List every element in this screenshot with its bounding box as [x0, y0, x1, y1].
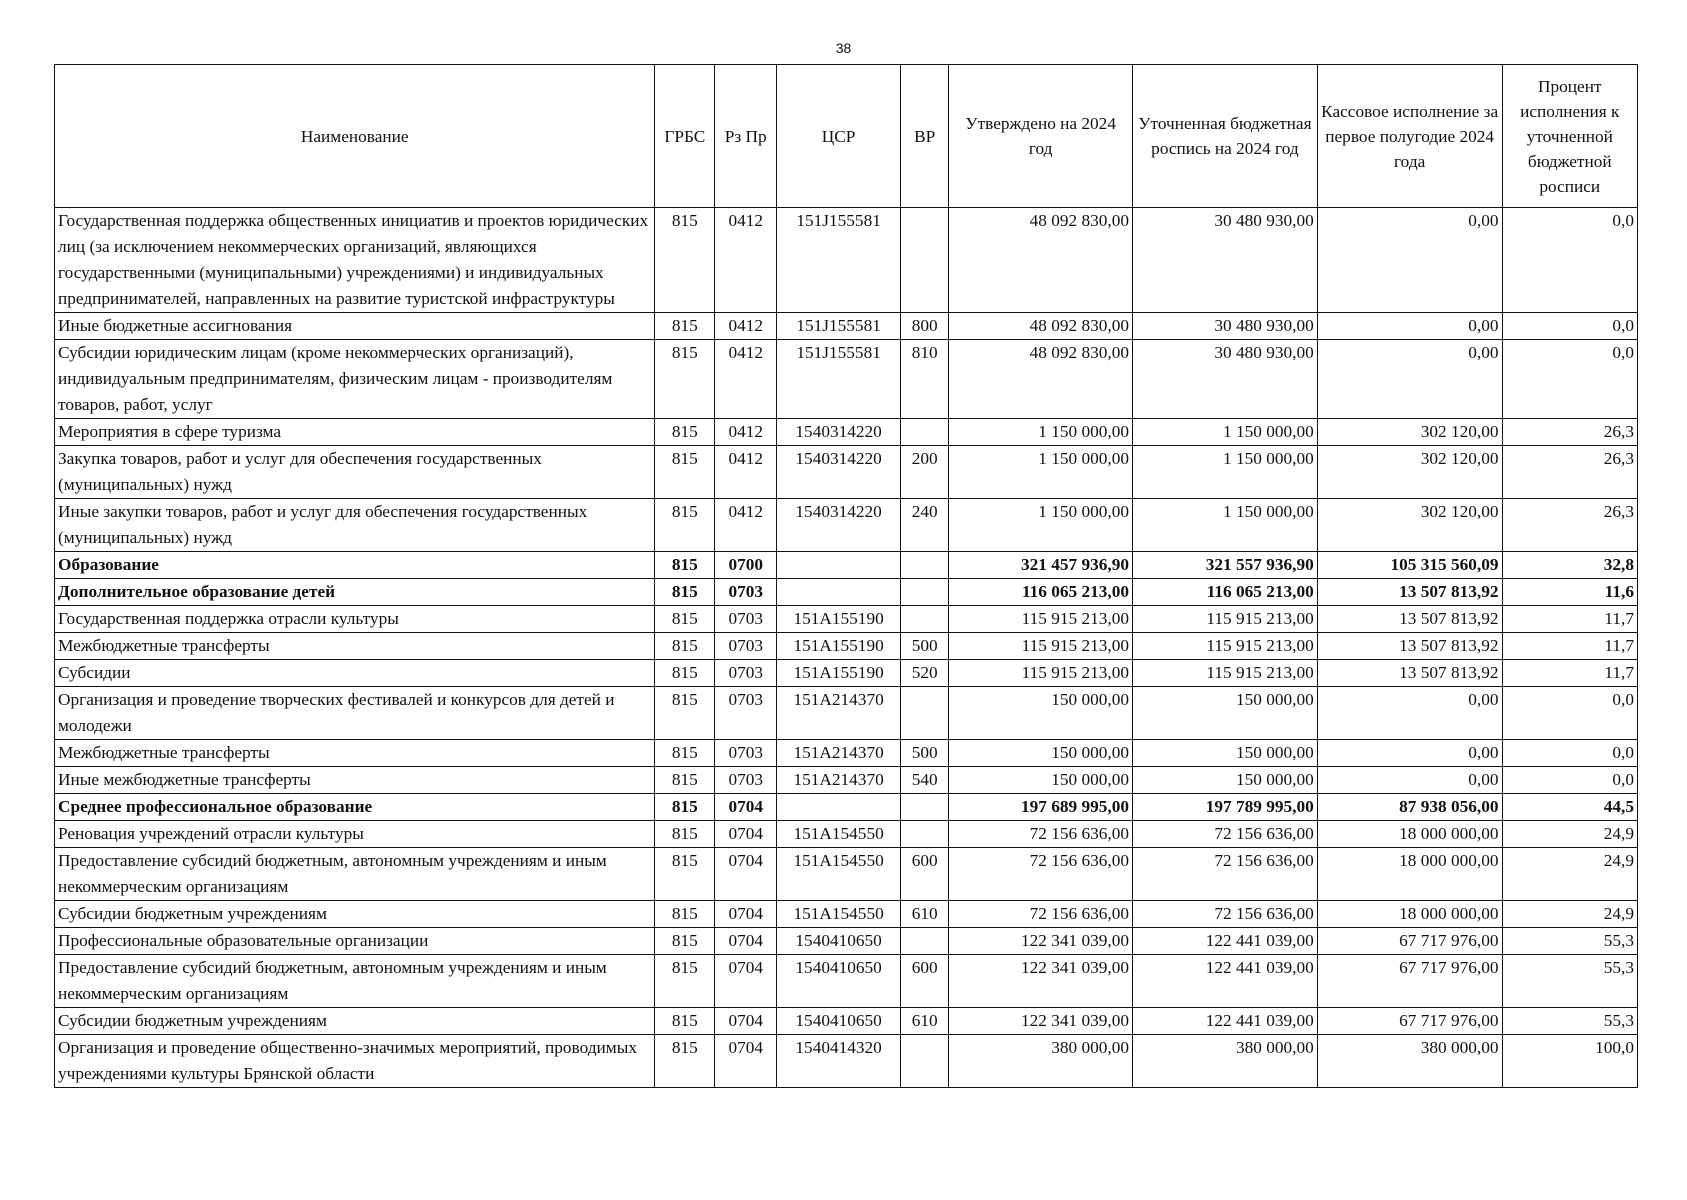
cell-cash: 13 507 813,92 [1317, 579, 1502, 606]
table-row [55, 687, 1638, 740]
cell-vr: 600 [901, 955, 949, 1008]
header-approved: Утверждено на 2024 год [949, 65, 1133, 208]
table-row [55, 955, 1638, 1008]
cell-vr [901, 419, 949, 446]
cell-rzpr: 0703 [715, 767, 777, 794]
cell-csr: 151J155581 [777, 208, 901, 313]
cell-rzpr: 0704 [715, 901, 777, 928]
cell-csr: 151A155190 [777, 633, 901, 660]
budget-table [54, 64, 1638, 1088]
cell-cash: 105 315 560,09 [1317, 552, 1502, 579]
header-csr: ЦСР [777, 65, 901, 208]
cell-csr: 151A214370 [777, 687, 901, 740]
cell-vr: 610 [901, 901, 949, 928]
cell-cash: 18 000 000,00 [1317, 821, 1502, 848]
cell-name: Реновация учреждений отрасли культуры [55, 821, 655, 848]
cell-rzpr: 0703 [715, 660, 777, 687]
cell-refined: 1 150 000,00 [1133, 499, 1318, 552]
cell-rzpr: 0703 [715, 740, 777, 767]
cell-csr [777, 579, 901, 606]
cell-name: Государственная поддержка общественных инициатив и проектов юридических лиц (за исключением некоммерческих организаций, являющихся государственными (муниципальными) учреждениями) и индивидуальных предпринимателей, направленных на развитие туристской инфраструктуры [55, 208, 655, 313]
cell-cash: 0,00 [1317, 687, 1502, 740]
cell-refined: 150 000,00 [1133, 687, 1318, 740]
cell-approved: 72 156 636,00 [949, 848, 1133, 901]
cell-percent: 55,3 [1502, 928, 1637, 955]
cell-name: Субсидии бюджетным учреждениям [55, 901, 655, 928]
cell-refined: 197 789 995,00 [1133, 794, 1318, 821]
cell-name: Субсидии юридическим лицам (кроме некоммерческих организаций), индивидуальным предпринимателям, физическим лицам - производителям товаров, работ, услуг [55, 340, 655, 419]
cell-name: Среднее профессиональное образование [55, 794, 655, 821]
cell-cash: 67 717 976,00 [1317, 955, 1502, 1008]
cell-csr: 1540414320 [777, 1035, 901, 1088]
cell-percent: 0,0 [1502, 687, 1637, 740]
cell-cash: 67 717 976,00 [1317, 928, 1502, 955]
cell-csr: 1540314220 [777, 499, 901, 552]
cell-refined: 380 000,00 [1133, 1035, 1318, 1088]
page-number: 38 [835, 40, 852, 56]
cell-rzpr: 0412 [715, 419, 777, 446]
cell-refined: 122 441 039,00 [1133, 928, 1318, 955]
cell-vr: 610 [901, 1008, 949, 1035]
cell-cash: 13 507 813,92 [1317, 606, 1502, 633]
cell-approved: 380 000,00 [949, 1035, 1133, 1088]
cell-percent: 100,0 [1502, 1035, 1637, 1088]
cell-percent: 11,7 [1502, 606, 1637, 633]
header-rzpr: Рз Пр [715, 65, 777, 208]
cell-rzpr: 0703 [715, 633, 777, 660]
cell-vr: 600 [901, 848, 949, 901]
cell-csr: 151A154550 [777, 821, 901, 848]
cell-grbs: 815 [655, 687, 715, 740]
cell-refined: 122 441 039,00 [1133, 955, 1318, 1008]
cell-cash: 0,00 [1317, 208, 1502, 313]
cell-rzpr: 0703 [715, 687, 777, 740]
table-row [55, 313, 1638, 340]
cell-approved: 115 915 213,00 [949, 633, 1133, 660]
cell-percent: 55,3 [1502, 955, 1637, 1008]
cell-approved: 122 341 039,00 [949, 955, 1133, 1008]
cell-csr: 1540410650 [777, 1008, 901, 1035]
cell-name: Закупка товаров, работ и услуг для обеспечения государственных (муниципальных) нужд [55, 446, 655, 499]
cell-approved: 1 150 000,00 [949, 499, 1133, 552]
cell-percent: 0,0 [1502, 740, 1637, 767]
cell-percent: 0,0 [1502, 208, 1637, 313]
cell-approved: 122 341 039,00 [949, 928, 1133, 955]
cell-percent: 26,3 [1502, 446, 1637, 499]
table-row [55, 767, 1638, 794]
cell-approved: 72 156 636,00 [949, 901, 1133, 928]
cell-grbs: 815 [655, 740, 715, 767]
cell-grbs: 815 [655, 767, 715, 794]
cell-name: Предоставление субсидий бюджетным, автономным учреждениям и иным некоммерческим организациям [55, 848, 655, 901]
cell-cash: 380 000,00 [1317, 1035, 1502, 1088]
cell-percent: 24,9 [1502, 821, 1637, 848]
cell-csr [777, 794, 901, 821]
cell-grbs: 815 [655, 208, 715, 313]
table-row [55, 499, 1638, 552]
table-row [55, 419, 1638, 446]
cell-approved: 197 689 995,00 [949, 794, 1133, 821]
cell-refined: 115 915 213,00 [1133, 660, 1318, 687]
cell-approved: 72 156 636,00 [949, 821, 1133, 848]
cell-cash: 0,00 [1317, 740, 1502, 767]
cell-csr: 151A214370 [777, 767, 901, 794]
table-row [55, 446, 1638, 499]
header-vr: ВР [901, 65, 949, 208]
cell-grbs: 815 [655, 606, 715, 633]
cell-approved: 150 000,00 [949, 687, 1133, 740]
cell-rzpr: 0700 [715, 552, 777, 579]
cell-refined: 321 557 936,90 [1133, 552, 1318, 579]
cell-rzpr: 0412 [715, 313, 777, 340]
cell-rzpr: 0412 [715, 340, 777, 419]
cell-csr: 151J155581 [777, 313, 901, 340]
cell-name: Профессиональные образовательные организации [55, 928, 655, 955]
table-row [55, 928, 1638, 955]
cell-vr: 810 [901, 340, 949, 419]
table-row [55, 740, 1638, 767]
cell-rzpr: 0412 [715, 446, 777, 499]
cell-vr: 240 [901, 499, 949, 552]
cell-percent: 0,0 [1502, 767, 1637, 794]
cell-vr [901, 208, 949, 313]
header-grbs: ГРБС [655, 65, 715, 208]
cell-refined: 115 915 213,00 [1133, 633, 1318, 660]
table-row [55, 821, 1638, 848]
cell-name: Межбюджетные трансферты [55, 740, 655, 767]
cell-refined: 1 150 000,00 [1133, 419, 1318, 446]
cell-rzpr: 0704 [715, 1035, 777, 1088]
header-name: Наименование [55, 65, 655, 208]
cell-grbs: 815 [655, 419, 715, 446]
cell-percent: 44,5 [1502, 794, 1637, 821]
cell-csr: 1540410650 [777, 955, 901, 1008]
cell-grbs: 815 [655, 499, 715, 552]
cell-name: Иные межбюджетные трансферты [55, 767, 655, 794]
cell-name: Государственная поддержка отрасли культуры [55, 606, 655, 633]
cell-cash: 67 717 976,00 [1317, 1008, 1502, 1035]
cell-percent: 32,8 [1502, 552, 1637, 579]
cell-cash: 0,00 [1317, 767, 1502, 794]
cell-grbs: 815 [655, 901, 715, 928]
cell-rzpr: 0704 [715, 821, 777, 848]
cell-vr [901, 794, 949, 821]
cell-cash: 302 120,00 [1317, 499, 1502, 552]
cell-grbs: 815 [655, 928, 715, 955]
cell-grbs: 815 [655, 313, 715, 340]
cell-approved: 1 150 000,00 [949, 446, 1133, 499]
cell-percent: 11,6 [1502, 579, 1637, 606]
cell-refined: 116 065 213,00 [1133, 579, 1318, 606]
cell-approved: 116 065 213,00 [949, 579, 1133, 606]
cell-refined: 30 480 930,00 [1133, 313, 1318, 340]
cell-approved: 48 092 830,00 [949, 208, 1133, 313]
cell-refined: 1 150 000,00 [1133, 446, 1318, 499]
cell-grbs: 815 [655, 446, 715, 499]
cell-name: Межбюджетные трансферты [55, 633, 655, 660]
cell-vr [901, 579, 949, 606]
cell-name: Мероприятия в сфере туризма [55, 419, 655, 446]
cell-rzpr: 0704 [715, 1008, 777, 1035]
cell-csr: 1540314220 [777, 446, 901, 499]
cell-approved: 115 915 213,00 [949, 606, 1133, 633]
header-percent: Процент исполнения к уточненной бюджетной росписи [1502, 65, 1637, 208]
cell-grbs: 815 [655, 340, 715, 419]
cell-refined: 72 156 636,00 [1133, 848, 1318, 901]
cell-cash: 0,00 [1317, 313, 1502, 340]
cell-percent: 24,9 [1502, 848, 1637, 901]
cell-refined: 30 480 930,00 [1133, 208, 1318, 313]
cell-cash: 0,00 [1317, 340, 1502, 419]
cell-csr [777, 552, 901, 579]
table-row [55, 1008, 1638, 1035]
cell-cash: 302 120,00 [1317, 419, 1502, 446]
cell-grbs: 815 [655, 552, 715, 579]
cell-csr: 151A214370 [777, 740, 901, 767]
cell-vr [901, 928, 949, 955]
cell-vr: 800 [901, 313, 949, 340]
cell-csr: 151A155190 [777, 606, 901, 633]
header-refined: Уточненная бюджетная роспись на 2024 год [1133, 65, 1318, 208]
cell-approved: 150 000,00 [949, 767, 1133, 794]
cell-cash: 18 000 000,00 [1317, 848, 1502, 901]
cell-approved: 1 150 000,00 [949, 419, 1133, 446]
cell-vr: 500 [901, 633, 949, 660]
cell-grbs: 815 [655, 848, 715, 901]
cell-name: Субсидии [55, 660, 655, 687]
cell-grbs: 815 [655, 660, 715, 687]
cell-approved: 115 915 213,00 [949, 660, 1133, 687]
cell-cash: 87 938 056,00 [1317, 794, 1502, 821]
cell-cash: 13 507 813,92 [1317, 660, 1502, 687]
cell-approved: 150 000,00 [949, 740, 1133, 767]
cell-vr [901, 687, 949, 740]
cell-csr: 1540314220 [777, 419, 901, 446]
cell-cash: 302 120,00 [1317, 446, 1502, 499]
cell-vr: 540 [901, 767, 949, 794]
cell-refined: 150 000,00 [1133, 740, 1318, 767]
cell-name: Иные бюджетные ассигнования [55, 313, 655, 340]
cell-name: Дополнительное образование детей [55, 579, 655, 606]
cell-rzpr: 0704 [715, 848, 777, 901]
cell-grbs: 815 [655, 1035, 715, 1088]
cell-refined: 30 480 930,00 [1133, 340, 1318, 419]
cell-cash: 18 000 000,00 [1317, 901, 1502, 928]
cell-csr: 1540410650 [777, 928, 901, 955]
cell-csr: 151J155581 [777, 340, 901, 419]
cell-name: Иные закупки товаров, работ и услуг для обеспечения государственных (муниципальных) нужд [55, 499, 655, 552]
table-row [55, 1035, 1638, 1088]
cell-grbs: 815 [655, 821, 715, 848]
cell-vr: 200 [901, 446, 949, 499]
table-row [55, 552, 1638, 579]
table-row [55, 579, 1638, 606]
cell-percent: 0,0 [1502, 340, 1637, 419]
cell-percent: 11,7 [1502, 660, 1637, 687]
cell-refined: 72 156 636,00 [1133, 821, 1318, 848]
cell-vr: 500 [901, 740, 949, 767]
cell-refined: 72 156 636,00 [1133, 901, 1318, 928]
cell-grbs: 815 [655, 1008, 715, 1035]
cell-refined: 150 000,00 [1133, 767, 1318, 794]
cell-approved: 48 092 830,00 [949, 340, 1133, 419]
cell-csr: 151A154550 [777, 848, 901, 901]
table-row [55, 794, 1638, 821]
table-row [55, 208, 1638, 313]
cell-percent: 11,7 [1502, 633, 1637, 660]
cell-vr [901, 1035, 949, 1088]
table-row [55, 660, 1638, 687]
cell-rzpr: 0412 [715, 499, 777, 552]
table-row [55, 633, 1638, 660]
cell-grbs: 815 [655, 579, 715, 606]
table-row [55, 606, 1638, 633]
cell-csr: 151A155190 [777, 660, 901, 687]
table-body [55, 208, 1638, 1088]
header-row [55, 65, 1638, 208]
cell-grbs: 815 [655, 633, 715, 660]
table-row [55, 848, 1638, 901]
cell-grbs: 815 [655, 794, 715, 821]
cell-vr [901, 552, 949, 579]
table-row [55, 340, 1638, 419]
cell-rzpr: 0704 [715, 928, 777, 955]
cell-percent: 0,0 [1502, 313, 1637, 340]
cell-cash: 13 507 813,92 [1317, 633, 1502, 660]
cell-vr: 520 [901, 660, 949, 687]
cell-name: Организация и проведение творческих фестивалей и конкурсов для детей и молодежи [55, 687, 655, 740]
cell-name: Образование [55, 552, 655, 579]
cell-approved: 321 457 936,90 [949, 552, 1133, 579]
cell-name: Предоставление субсидий бюджетным, автономным учреждениям и иным некоммерческим организациям [55, 955, 655, 1008]
cell-approved: 48 092 830,00 [949, 313, 1133, 340]
cell-rzpr: 0412 [715, 208, 777, 313]
cell-percent: 24,9 [1502, 901, 1637, 928]
cell-name: Организация и проведение общественно-значимых мероприятий, проводимых учреждениями культуры Брянской области [55, 1035, 655, 1088]
cell-rzpr: 0704 [715, 955, 777, 1008]
cell-rzpr: 0704 [715, 794, 777, 821]
cell-refined: 122 441 039,00 [1133, 1008, 1318, 1035]
table-row [55, 901, 1638, 928]
header-cash: Кассовое исполнение за первое полугодие 2024 года [1317, 65, 1502, 208]
cell-vr [901, 606, 949, 633]
cell-csr: 151A154550 [777, 901, 901, 928]
cell-percent: 26,3 [1502, 419, 1637, 446]
cell-rzpr: 0703 [715, 606, 777, 633]
cell-vr [901, 821, 949, 848]
cell-approved: 122 341 039,00 [949, 1008, 1133, 1035]
cell-percent: 55,3 [1502, 1008, 1637, 1035]
cell-refined: 115 915 213,00 [1133, 606, 1318, 633]
cell-rzpr: 0703 [715, 579, 777, 606]
cell-grbs: 815 [655, 955, 715, 1008]
cell-name: Субсидии бюджетным учреждениям [55, 1008, 655, 1035]
cell-percent: 26,3 [1502, 499, 1637, 552]
